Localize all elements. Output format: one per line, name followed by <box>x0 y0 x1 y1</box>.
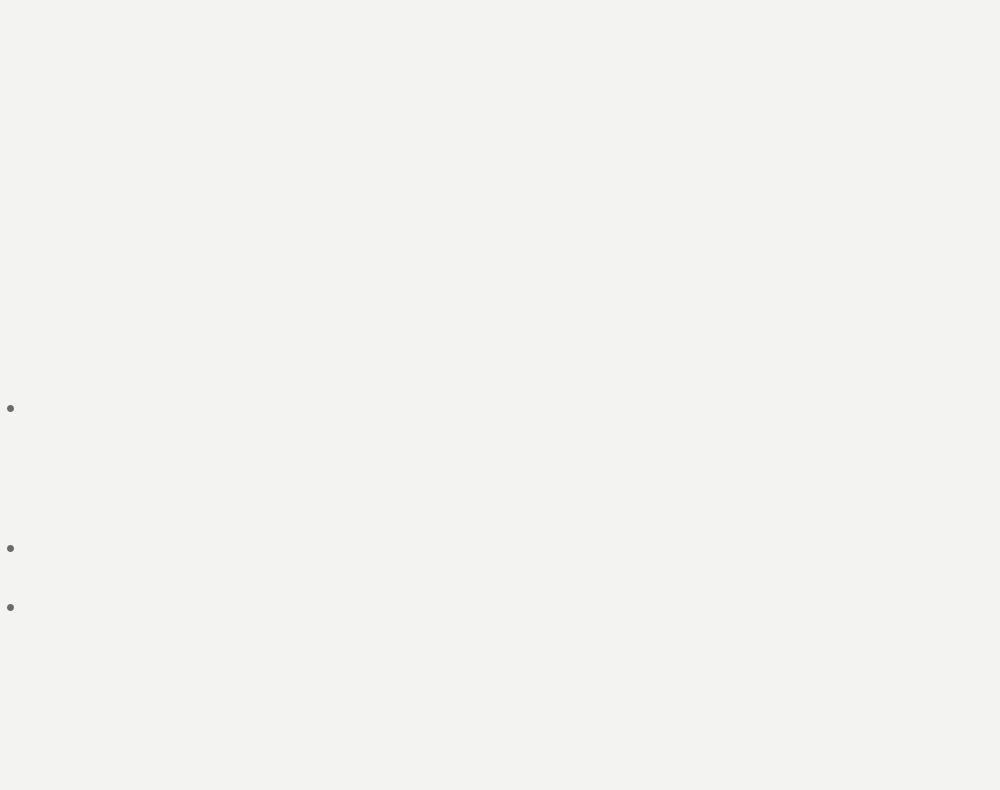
binding-hole <box>7 604 14 611</box>
binding-hole <box>7 545 14 552</box>
binding-hole <box>7 405 14 412</box>
margin-note <box>14 140 30 760</box>
side-column-heading <box>32 64 52 134</box>
